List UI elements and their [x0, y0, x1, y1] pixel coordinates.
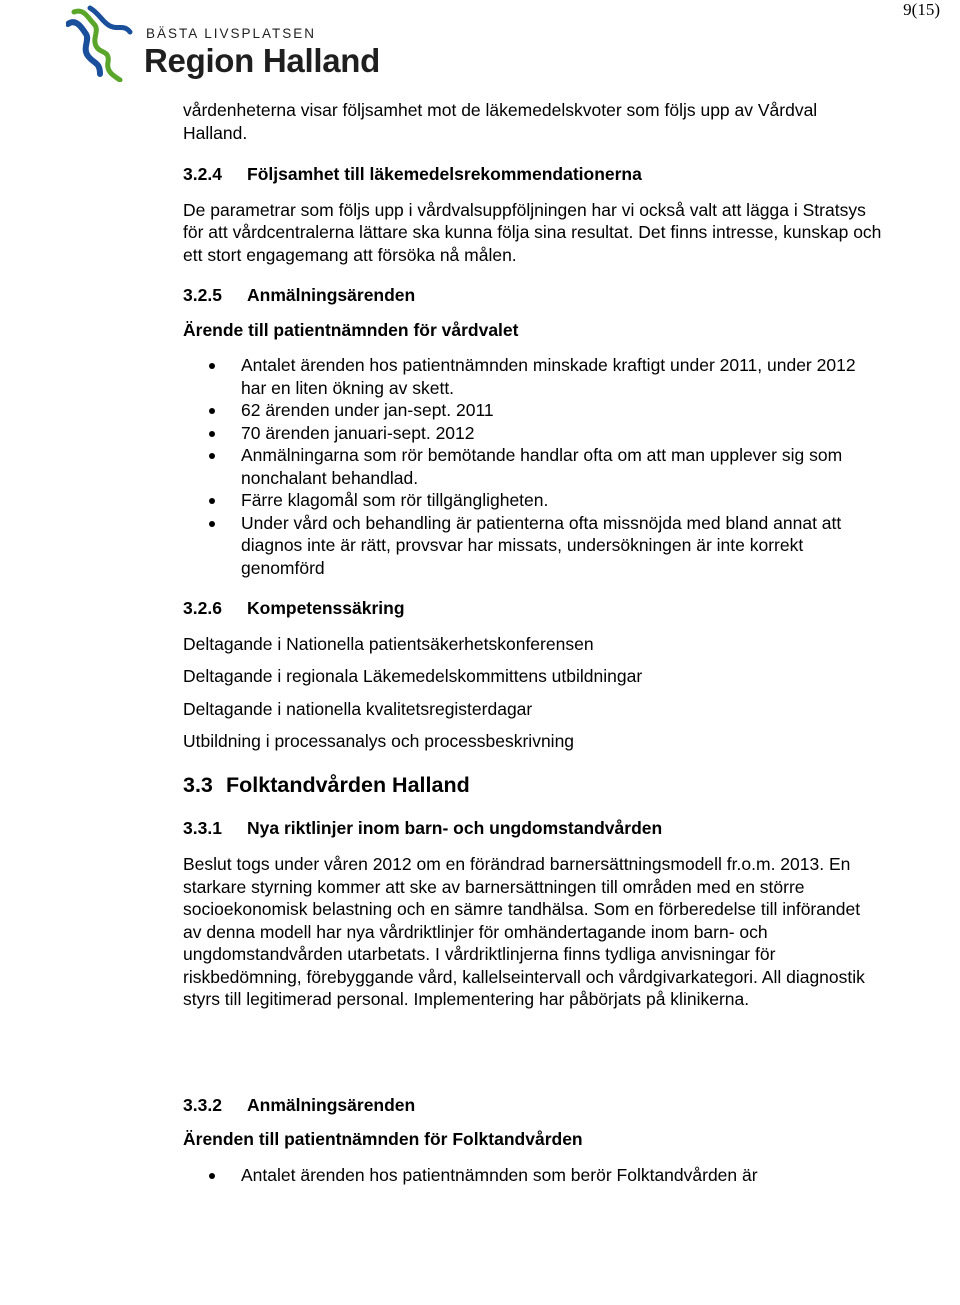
paragraph-3-3-1: Beslut togs under våren 2012 om en förändrad barnersättningsmodell fr.o.m. 2013. En starkare styrning kommer att ske av barnersättningen till områden med en större socioekonomisk belastning och en sämre tandhälsa. Som en förberedelse till införandet av denna modell har nya vårdriktlinjer för omhändertagande inom barn- och ungdomstandvården utarbetats. I vårdriktlinjerna finns tydliga anvisningar för riskbedömning, förebyggande vård, kallelseintervall och vårdgivarkategori. All diagnostik styrs till legitimerad personal. Implementering har påbörjats på klinikerna. — [183, 854, 865, 1009]
section-number: 3.2.4 — [183, 164, 222, 184]
list-item-text: Under vård och behandling är patienterna ofta missnöjda med bland annat att diagnos inte är rätt, provsvar har missats, undersökningen är inte korrekt genomförd — [241, 512, 842, 578]
section-number: 3.3 — [183, 772, 213, 797]
bullet-icon — [209, 363, 215, 369]
kompetens-line: Deltagande i regionala Läkemedelskommittens utbildningar — [183, 666, 643, 686]
paragraph-3-2-4: De parametrar som följs upp i vårdvalsuppföljningen har vi också valt att lägga i Stratsys för att vårdcentralerna lättare ska kunna följa sina resultat. Det finns intresse, kunskap och ett stort engagemang att försöka nå målen. — [183, 199, 882, 265]
logo-name: Region Halland — [144, 42, 380, 79]
section-title: Anmälningsärenden — [247, 285, 416, 305]
list-item-text: Antalet ärenden hos patientnämnden minskade kraftigt under 2011, under 2012 har en liten ökning av skett. — [241, 355, 856, 398]
kompetens-line: Utbildning i processanalys och processbeskrivning — [183, 731, 575, 751]
kompetens-line: Deltagande i nationella kvalitetsregisterdagar — [183, 698, 533, 719]
list-item-text: 70 ärenden januari-sept. 2012 — [241, 422, 475, 443]
section-title: Kompetenssäkring — [247, 598, 405, 618]
section-number: 3.2.6 — [183, 598, 222, 618]
section-title: Anmälningsärenden — [247, 1094, 416, 1115]
kompetens-line: Deltagande i Nationella patientsäkerhetskonferensen — [183, 633, 594, 654]
section-number: 3.3.2 — [183, 1094, 222, 1115]
heading-3-3 — [183, 772, 883, 798]
list-item — [183, 354, 883, 399]
list-item — [183, 512, 883, 580]
list-item — [183, 1164, 883, 1187]
list-item — [183, 444, 883, 489]
bullet-icon — [209, 453, 215, 459]
page-number: 9(15) — [903, 0, 940, 19]
subheading-patientnamnden-folktandvarden: Ärenden till patientnämnden för Folktandvården — [183, 1129, 583, 1149]
bullet-list-3-2-5 — [183, 354, 883, 579]
region-halland-logo — [66, 4, 396, 82]
heading-3-3-1 — [183, 817, 883, 840]
section-title: Folktandvården Halland — [226, 772, 470, 797]
heading-3-3-2 — [183, 1094, 883, 1117]
list-item-text: Anmälningarna som rör bemötande handlar ofta om att man upplever sig som nonchalant behandlad. — [241, 445, 843, 488]
bullet-icon — [209, 408, 215, 414]
bullet-icon — [209, 1173, 215, 1179]
section-number: 3.3.1 — [183, 817, 222, 838]
heading-3-2-4 — [183, 163, 883, 186]
heading-3-2-5 — [183, 284, 883, 307]
section-title: Följsamhet till läkemedelsrekommendationerna — [247, 164, 642, 184]
section-number: 3.2.5 — [183, 285, 222, 305]
list-item-text: 62 ärenden under jan-sept. 2011 — [241, 400, 494, 420]
bullet-icon — [209, 521, 215, 527]
logo-mark-icon — [66, 4, 146, 82]
bullet-list-3-3-2 — [183, 1164, 883, 1187]
intro-paragraph: vårdenheterna visar följsamhet mot de läkemedelskvoter som följs upp av Vårdval Halland. — [183, 100, 818, 143]
subheading-patientnamnden-vardvalet: Ärende till patientnämnden för vårdvalet — [183, 319, 519, 340]
bullet-icon — [209, 431, 215, 437]
section-title: Nya riktlinjer inom barn- och ungdomstandvården — [247, 817, 663, 838]
list-item — [183, 489, 883, 512]
heading-3-2-6 — [183, 597, 883, 620]
bullet-icon — [209, 498, 215, 504]
list-item — [183, 399, 883, 422]
list-item-text: Antalet ärenden hos patientnämnden som berör Folktandvården är — [241, 1164, 758, 1185]
document-body — [183, 99, 883, 1186]
logo-tagline: BÄSTA LIVSPLATSEN — [146, 26, 317, 41]
list-item — [183, 422, 883, 445]
list-item-text: Färre klagomål som rör tillgängligheten. — [241, 490, 549, 510]
